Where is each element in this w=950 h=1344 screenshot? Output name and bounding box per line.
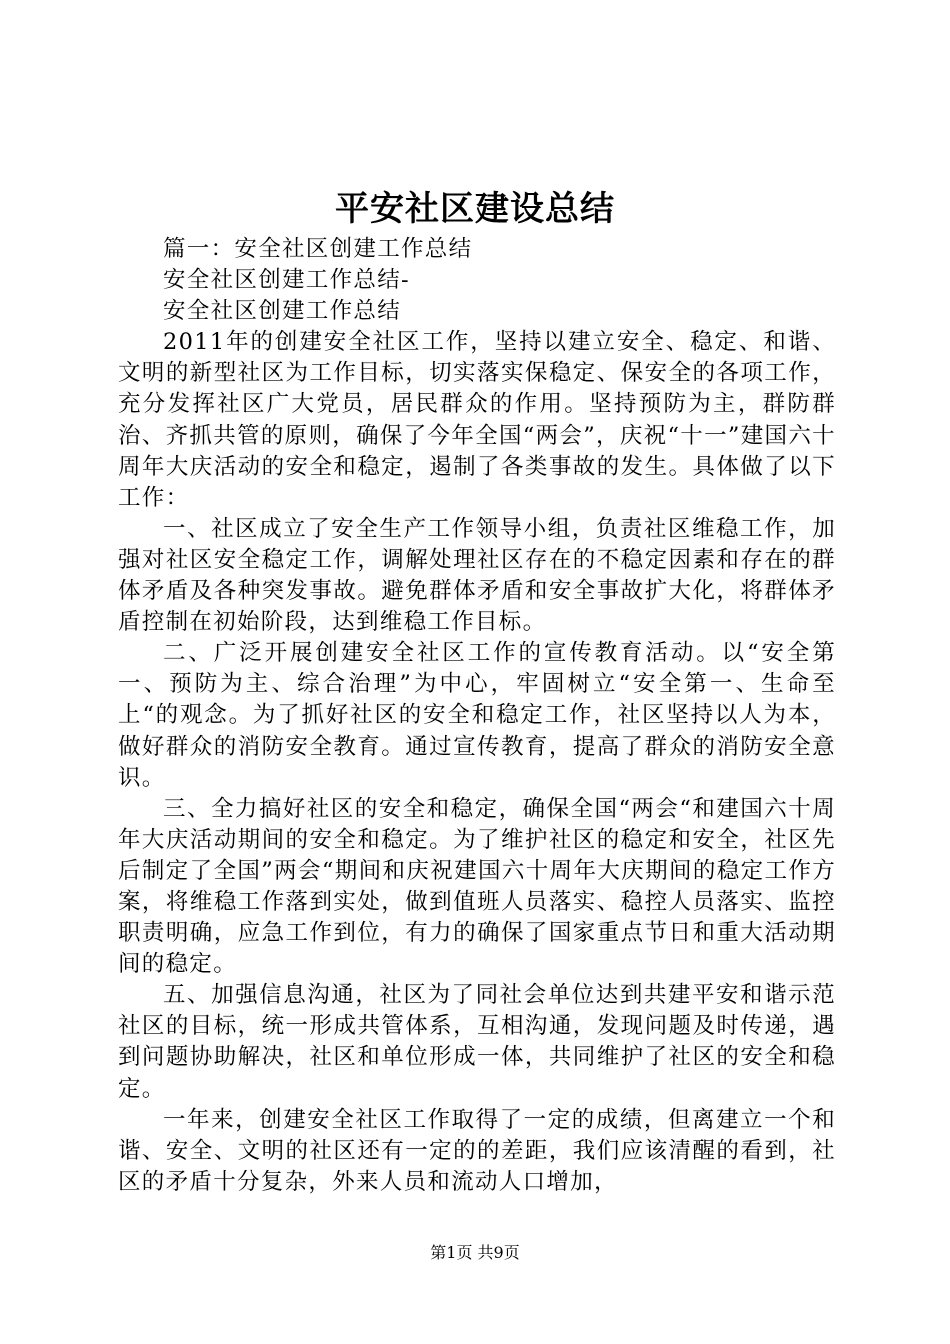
- paragraph-section-heading: 篇一：安全社区创建工作总结: [163, 236, 473, 262]
- paragraph-item-3: 三、全力搞好社区的安全和稳定，确保全国“两会“和建国六十周年大庆活动期间的安全和稳定。为了维护社区的稳定和安全，社区先后制定了全国”两会“期间和庆祝建国六十周年大庆期间的稳定工作方案，将维稳工作落到实处，做到值班人员落实、稳控人员落实、监控职责明确，应急工作到位，有力的确保了国家重点节日和重大活动期间的稳定。: [118, 795, 836, 978]
- document-title: 平安社区建设总结: [335, 189, 615, 229]
- paragraph-item-1: 一、社区成立了安全生产工作领导小组，负责社区维稳工作，加强对社区安全稳定工作，调解处理社区存在的不稳定因素和存在的群体矛盾及各种突发事故。避免群体矛盾和安全事故扩大化，将群体矛盾控制在初始阶段，达到维稳工作目标。: [118, 515, 836, 636]
- paragraph-conclusion: 一年来，创建安全社区工作取得了一定的成绩，但离建立一个和谐、安全、文明的社区还有一定的的差距，我们应该清醒的看到，社区的矛盾十分复杂，外来人员和流动人口增加，: [118, 1106, 836, 1195]
- paragraph-subheading: 安全社区创建工作总结-: [163, 267, 410, 294]
- paragraph-item-5: 五、加强信息沟通，社区为了同社会单位达到共建平安和谐示范社区的目标，统一形成共管体系，互相沟通，发现问题及时传递，遇到问题协助解决，社区和单位形成一体，共同维护了社区的安全和稳定。: [118, 982, 836, 1102]
- document-body: [118, 234, 836, 1198]
- paragraph-intro: 2011年的创建安全社区工作，坚持以建立安全、稳定、和谐、文明的新型社区为工作目标，切实落实保稳定、保安全的各项工作，充分发挥社区广大党员，居民群众的作用。坚持预防为主，群防群治、齐抓共管的原则，确保了今年全国“两会”，庆祝“十一”建国六十周年大庆活动的安全和稳定，遏制了各类事故的发生。具体做了以下工作：: [118, 329, 836, 511]
- paragraph-item-2: 二、广泛开展创建安全社区工作的宣传教育活动。以“安全第一、预防为主、综合治理”为中心，牢固树立“安全第一、生命至上“的观念。为了抓好社区的安全和稳定工作，社区坚持以人为本，做好群众的消防安全教育。通过宣传教育，提高了群众的消防安全意识。: [118, 640, 836, 791]
- paragraph-subheading-2: 安全社区创建工作总结: [163, 298, 402, 325]
- page-number-footer: 第1页 共9页: [430, 1243, 520, 1262]
